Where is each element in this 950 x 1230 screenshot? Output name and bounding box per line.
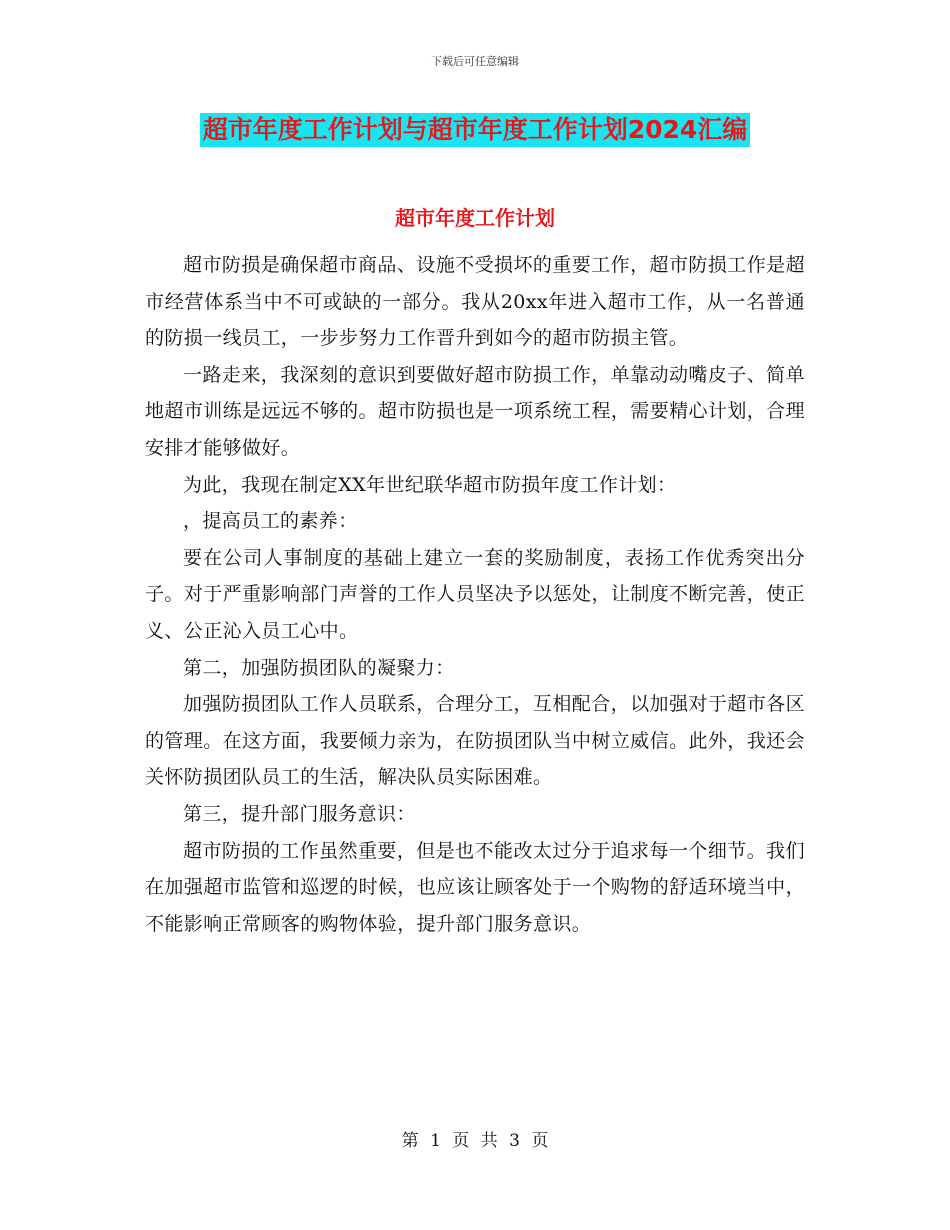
- document-body: [145, 247, 805, 942]
- paragraph: 第二，加强防损团队的凝聚力：: [183, 656, 455, 679]
- paragraph: 为此，我现在制定XX年世纪联华超市防损年度工作计划：: [183, 473, 677, 496]
- paragraph: 第三，提升部门服务意识：: [183, 802, 416, 825]
- paragraph: 加强防损团队工作人员联系，合理分工，互相配合，以加强对于超市各区的管理。在这方面，我要倾力亲为，在防损团队当中树立威信。此外，我还会关怀防损团队员工的生活，解决队员实际困难。: [145, 693, 805, 789]
- page-number-footer: 第 1 页 共 3 页: [401, 1131, 549, 1151]
- paragraph: 超市防损的工作虽然重要，但是也不能改太过分于追求每一个细节。我们在加强超市监管和巡逻的时候，也应该让顾客处于一个购物的舒适环境当中，不能影响正常顾客的购物体验，提升部门服务意识。: [145, 839, 805, 935]
- header-note: 下载后可任意编辑: [431, 55, 519, 68]
- section-title: 超市年度工作计划: [395, 206, 555, 230]
- paragraph: 超市防损是确保超市商品、设施不受损坏的重要工作，超市防损工作是超市经营体系当中不可或缺的一部分。我从20xx年进入超市工作，从一名普通的防损一线员工，一步步努力工作晋升到如今的超市防损主管。: [145, 254, 805, 350]
- document-title: 超市年度工作计划与超市年度工作计划2024汇编: [200, 113, 751, 147]
- paragraph: ，提高员工的素养：: [183, 510, 358, 533]
- document-title-container: [0, 113, 950, 147]
- paragraph: 要在公司人事制度的基础上建立一套的奖励制度，表扬工作优秀突出分子。对于严重影响部门声誉的工作人员坚决予以惩处，让制度不断完善，使正义、公正沁入员工心中。: [145, 546, 805, 642]
- paragraph: 一路走来，我深刻的意识到要做好超市防损工作，单靠动动嘴皮子、简单地超市训练是远远不够的。超市防损也是一项系统工程，需要精心计划，合理安排才能够做好。: [145, 363, 805, 459]
